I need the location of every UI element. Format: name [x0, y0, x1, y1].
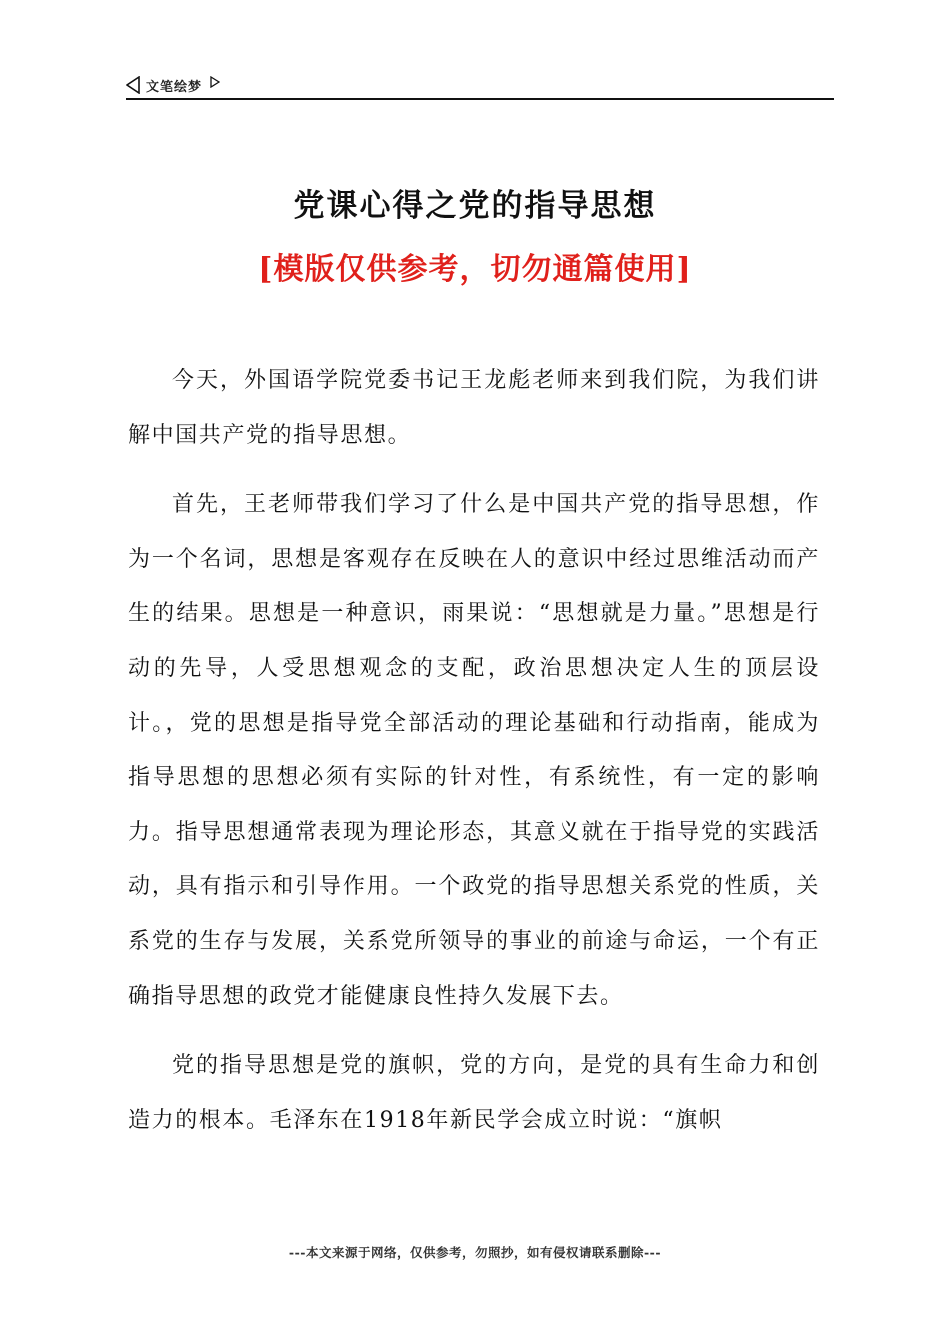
footer-notice: ---本文来源于网络，仅供参考，勿照抄，如有侵权请联系删除--- [288, 1245, 662, 1260]
triangle-left-outline-icon [126, 76, 140, 94]
document-subtitle: [模版仅供参考，切勿通篇使用] [258, 252, 692, 287]
paragraph-3: 党的指导思想是党的旗帜，党的方向，是党的具有生命力和创造力的根本。毛泽东在1918年新民学会成立时说：“旗帜 [128, 1053, 820, 1133]
document-body [128, 354, 820, 1163]
paragraph-1: 今天，外国语学院党委书记王龙彪老师来到我们院，为我们讲解中国共产党的指导思想。 [128, 368, 820, 448]
brand-name: 文笔绘梦 [146, 79, 203, 95]
triangle-right-outline-icon [210, 76, 220, 88]
paragraph-2: 首先，王老师带我们学习了什么是中国共产党的指导思想，作为一个名词，思想是客观存在反映在人的意识中经过思维活动而产生的结果。思想是一种意识，雨果说：“思想就是力量。”思想是行动的先导，人受思想观念的支配，政治思想决定人生的顶层设计。，党的思想是指导党全部活动的理论基础和行动指南，能成为指导思想的思想必须有实际的针对性，有系统性，有一定的影响力。指导思想通常表现为理论形态，其意义就在于指导党的实践活动，具有指示和引导作用。一个政党的指导思想关系党的性质，关系党的生存与发展，关系党所领导的事业的前途与命运，一个有正确指导思想的政党才能健康良性持久发展下去。 [128, 492, 820, 1009]
page-header [126, 74, 834, 100]
document-title: 党课心得之党的指导思想 [293, 188, 657, 224]
